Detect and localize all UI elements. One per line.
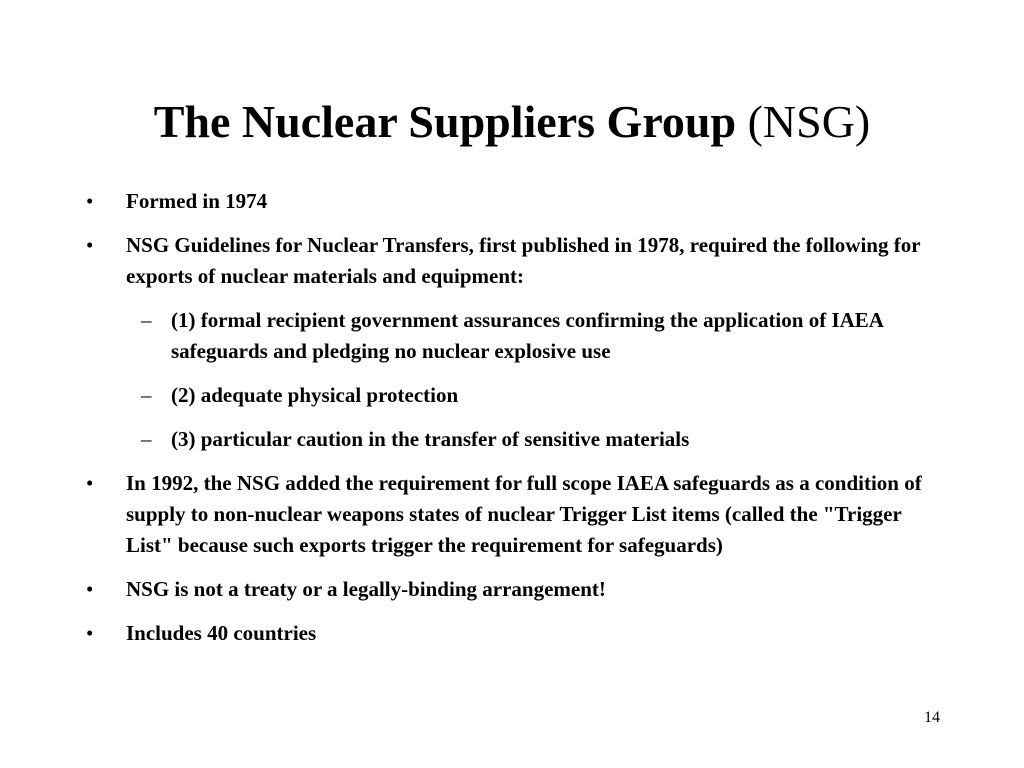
bullet-icon: • bbox=[86, 471, 94, 495]
bullet-text: In 1992, the NSG added the requirement for full scope IAEA safeguards as a condition of supply to non-nuclear weapons states of nuclear Trigger List items (called the "Trigger List" because such exports trigger the requirement for safeguards) bbox=[126, 471, 922, 557]
slide-body bbox=[86, 186, 946, 662]
bullet-icon: • bbox=[86, 577, 94, 601]
sub-bullet-text: (3) particular caution in the transfer of sensitive materials bbox=[171, 427, 690, 451]
bullet-item bbox=[86, 574, 946, 605]
bullet-icon: • bbox=[86, 621, 94, 645]
page-number: 14 bbox=[924, 709, 940, 726]
bullet-item bbox=[86, 230, 946, 292]
dash-icon: – bbox=[141, 308, 152, 332]
sub-bullet-text: (2) adequate physical protection bbox=[171, 383, 459, 407]
dash-icon: – bbox=[141, 427, 152, 451]
slide-title-main: The Nuclear Suppliers Group bbox=[153, 96, 737, 147]
slide-title-abbreviation: (NSG) bbox=[747, 96, 871, 147]
sub-bullet-item bbox=[86, 305, 946, 367]
bullet-icon: • bbox=[86, 189, 94, 213]
bullet-text: NSG Guidelines for Nuclear Transfers, first published in 1978, required the following for exports of nuclear materials and equipment: bbox=[126, 233, 921, 288]
slide-title bbox=[0, 92, 1024, 152]
sub-bullet-text: (1) formal recipient government assurances confirming the application of IAEA safeguards and pledging no nuclear explosive use bbox=[171, 308, 883, 363]
bullet-item bbox=[86, 618, 946, 649]
sub-bullet-item bbox=[86, 424, 946, 455]
bullet-item bbox=[86, 186, 946, 217]
bullet-icon: • bbox=[86, 233, 94, 257]
bullet-text: Includes 40 countries bbox=[126, 621, 317, 645]
sub-bullet-item bbox=[86, 380, 946, 411]
bullet-text: NSG is not a treaty or a legally-binding arrangement! bbox=[126, 577, 606, 601]
dash-icon: – bbox=[141, 383, 152, 407]
bullet-item bbox=[86, 468, 946, 561]
bullet-text: Formed in 1974 bbox=[126, 189, 268, 213]
